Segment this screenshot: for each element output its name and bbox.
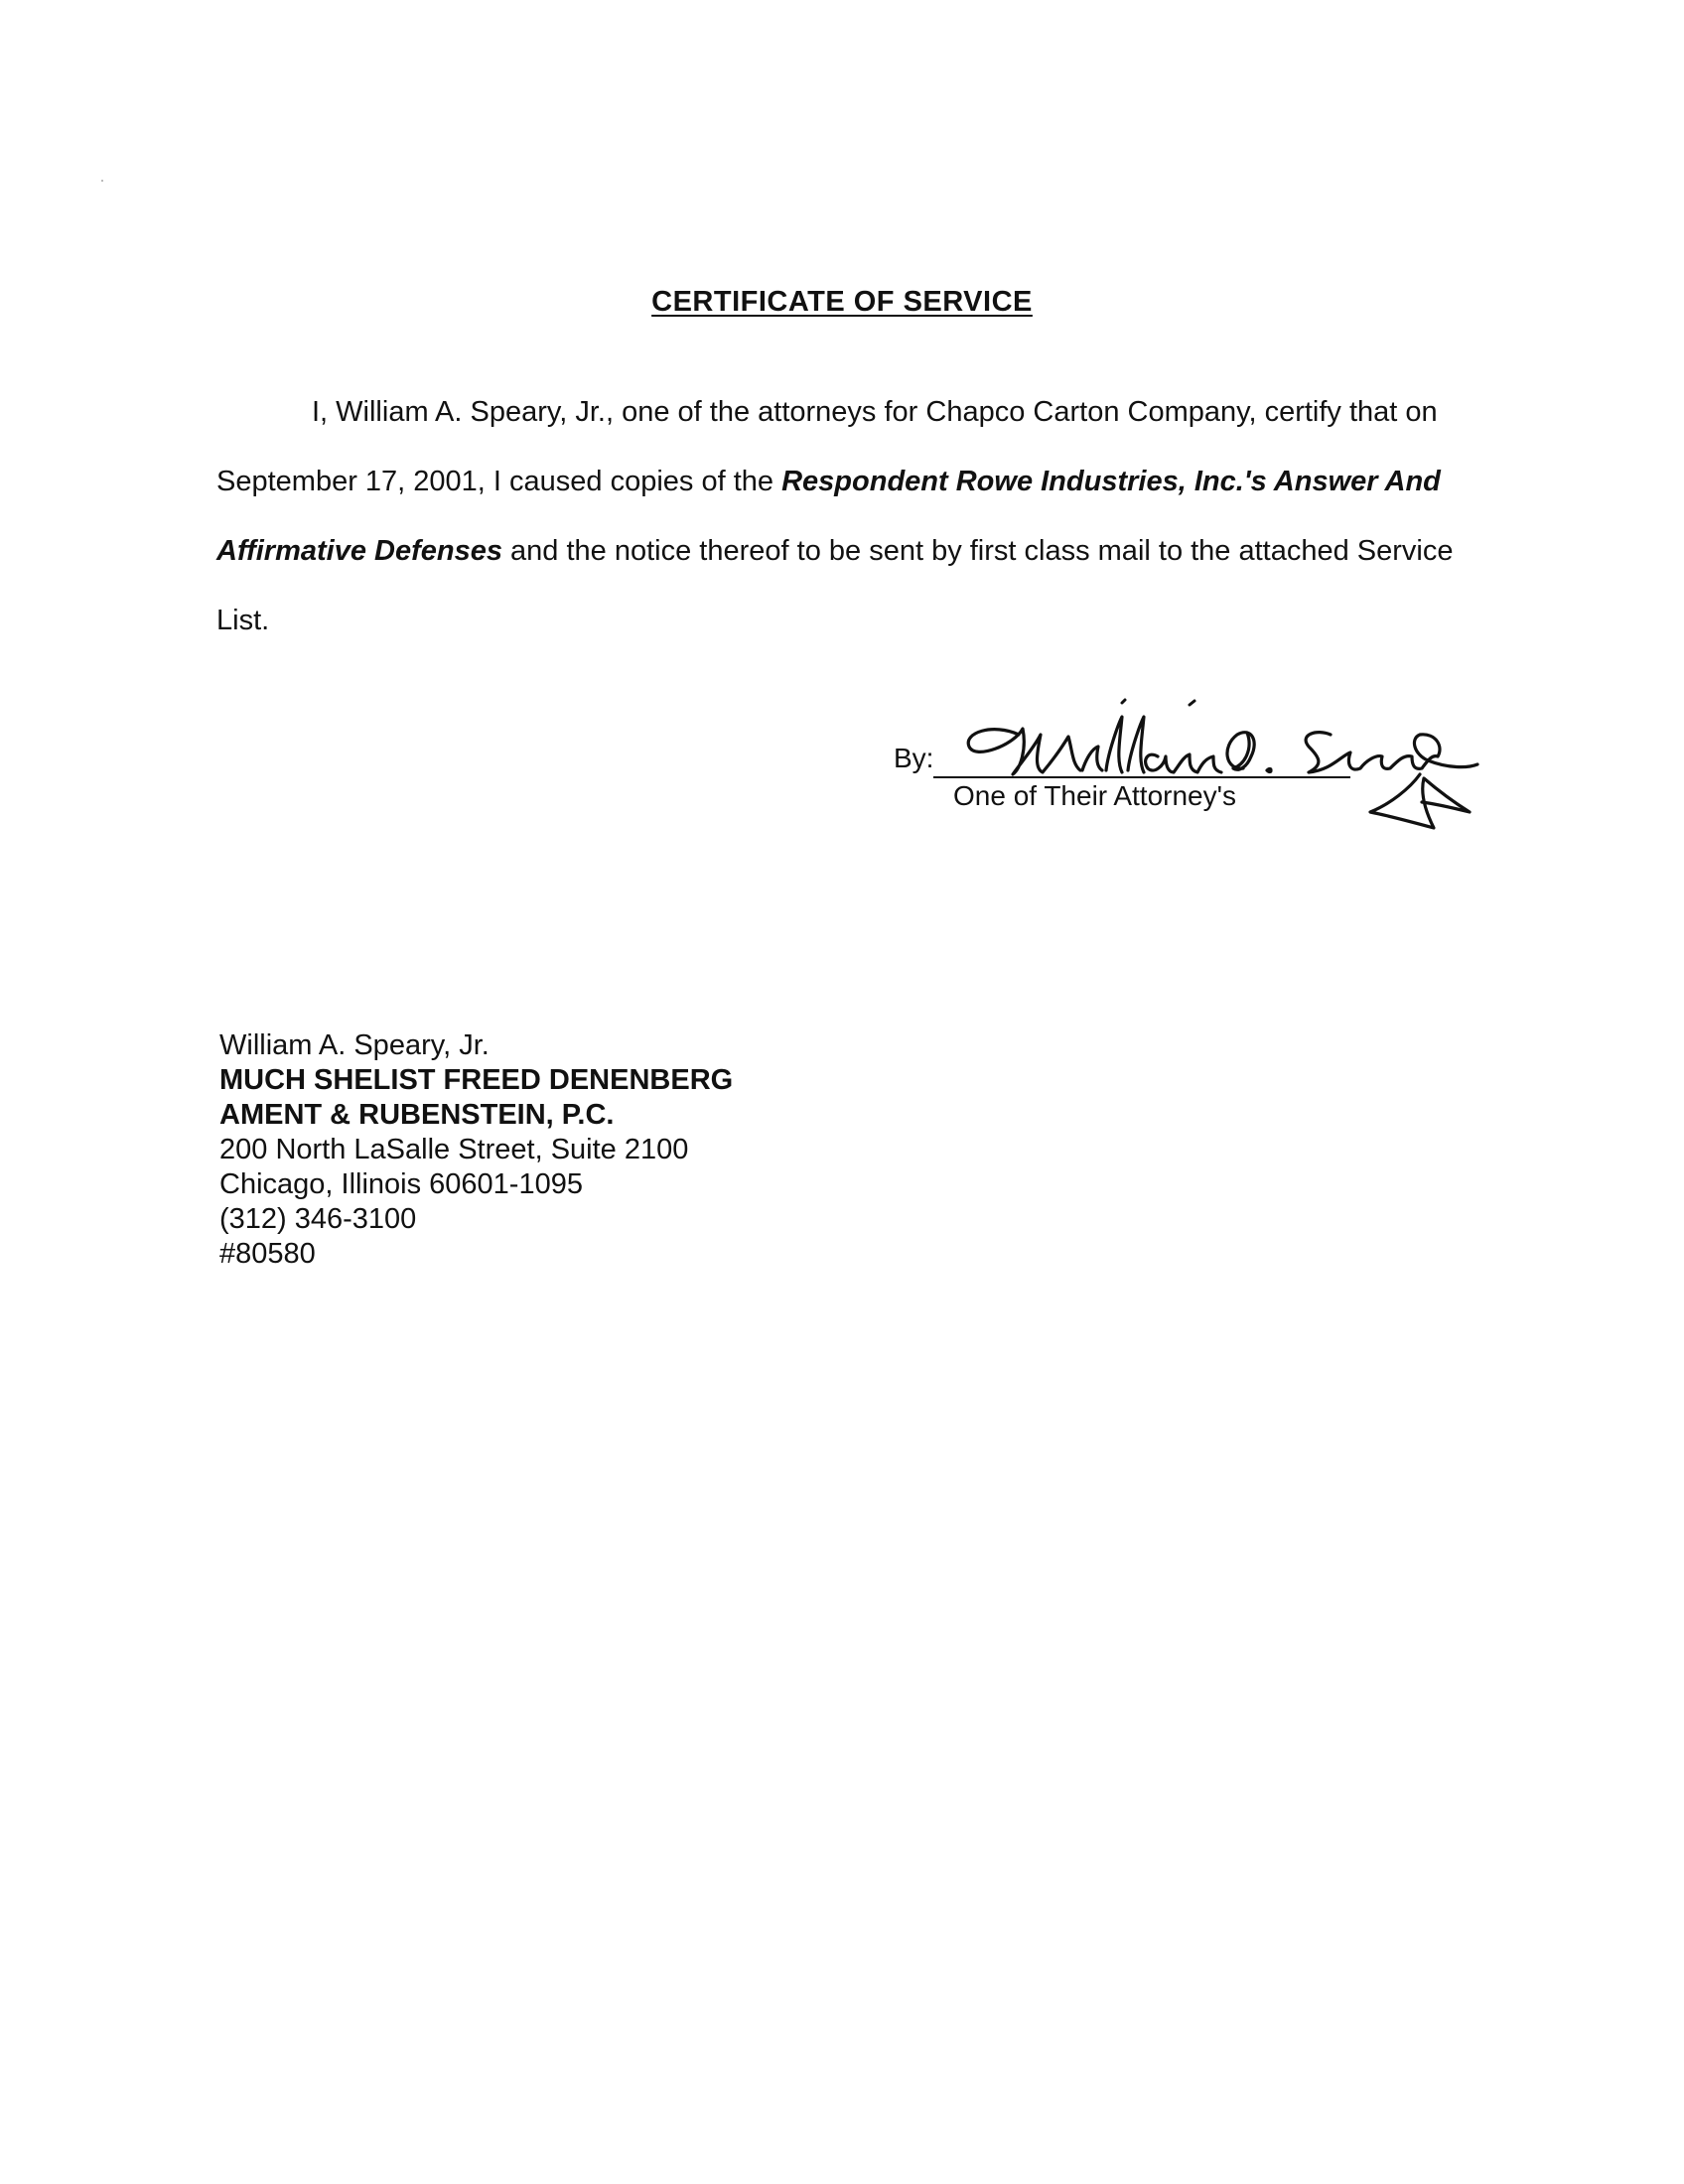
attorney-address-block [219,1028,733,1272]
signature-line [933,776,1350,778]
attorney-id-number: #80580 [219,1238,316,1270]
by-label: By: [894,743,934,773]
page-title: CERTIFICATE OF SERVICE [651,286,1033,318]
street-address: 200 North LaSalle Street, Suite 2100 [219,1134,689,1165]
document-name-emphasis: Respondent Rowe Industries, Inc.'s Answer And Affirmative Defenses [216,466,1441,567]
firm-name-line-2: AMENT & RUBENSTEIN, P.C. [219,1099,615,1131]
certification-paragraph [216,377,1489,655]
signature-block [894,695,1489,854]
handwritten-signature [923,695,1479,854]
attorney-name: William A. Speary, Jr. [219,1029,490,1061]
signature-caption: One of Their Attorney's [953,780,1236,811]
paragraph-text-start: I, William A. Speary, Jr., one of the attorneys for Chapco Carton Company, certify that on September 17, 2001, I caused copies of the [216,396,1438,497]
firm-name-line-1: MUCH SHELIST FREED DENENBERG [219,1064,734,1096]
city-state-zip: Chicago, Illinois 60601-1095 [219,1168,583,1200]
phone-number: (312) 346-3100 [219,1203,417,1235]
paragraph-text-end: and the notice thereof to be sent by first class mail to the attached Service List. [216,535,1454,636]
scan-speck [101,180,103,182]
